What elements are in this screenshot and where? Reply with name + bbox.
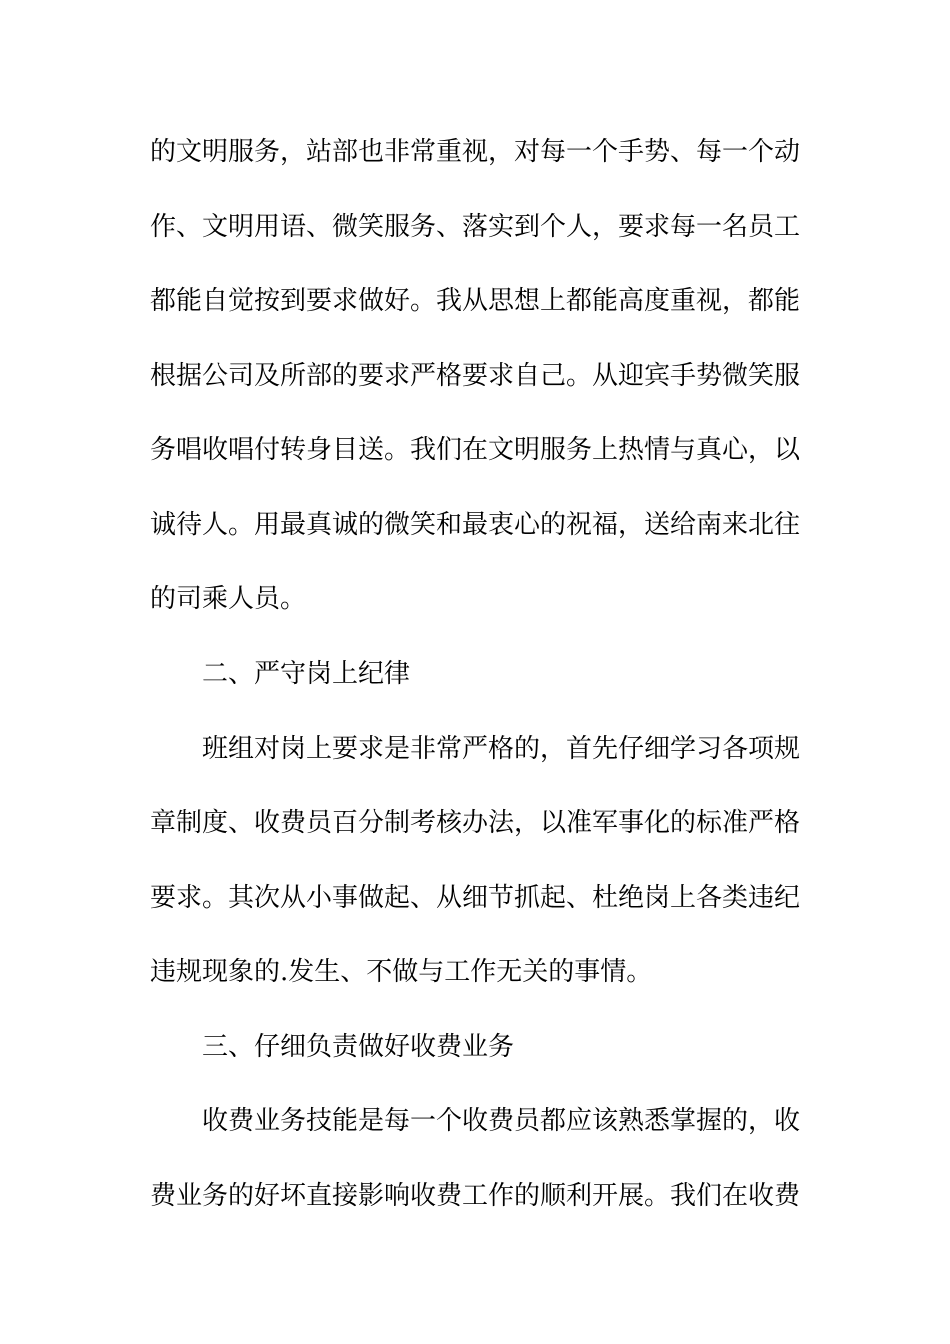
text-line: 根据公司及所部的要求严格要求自己。从迎宾手势微笑服	[150, 361, 801, 391]
text-line: 班组对岗上要求是非常严格的，首先仔细学习各项规	[202, 734, 801, 764]
section-heading: 二、严守岗上纪律	[202, 659, 411, 689]
text-line: 都能自觉按到要求做好。我从思想上都能高度重视，都能	[150, 286, 801, 316]
text-line: 要求。其次从小事做起、从细节抓起、杜绝岗上各类违纪	[150, 883, 801, 913]
text-line: 费业务的好坏直接影响收费工作的顺利开展。我们在收费	[150, 1181, 801, 1211]
text-line: 诚待人。用最真诚的微笑和最衷心的祝福，送给南来北往	[150, 510, 801, 540]
text-line: 的司乘人员。	[150, 584, 307, 614]
text-line: 务唱收唱付转身目送。我们在文明服务上热情与真心，以	[150, 435, 801, 465]
text-line: 违规现象的.发生、不做与工作无关的事情。	[150, 957, 653, 987]
text-line: 的文明服务，站部也非常重视，对每一个手势、每一个动	[150, 137, 801, 167]
text-line: 章制度、收费员百分制考核办法，以准军事化的标准严格	[150, 808, 801, 838]
text-line: 作、文明用语、微笑服务、落实到个人，要求每一名员工	[150, 212, 801, 242]
text-line: 收费业务技能是每一个收费员都应该熟悉掌握的，收	[202, 1106, 801, 1136]
section-heading: 三、仔细负责做好收费业务	[202, 1032, 515, 1062]
